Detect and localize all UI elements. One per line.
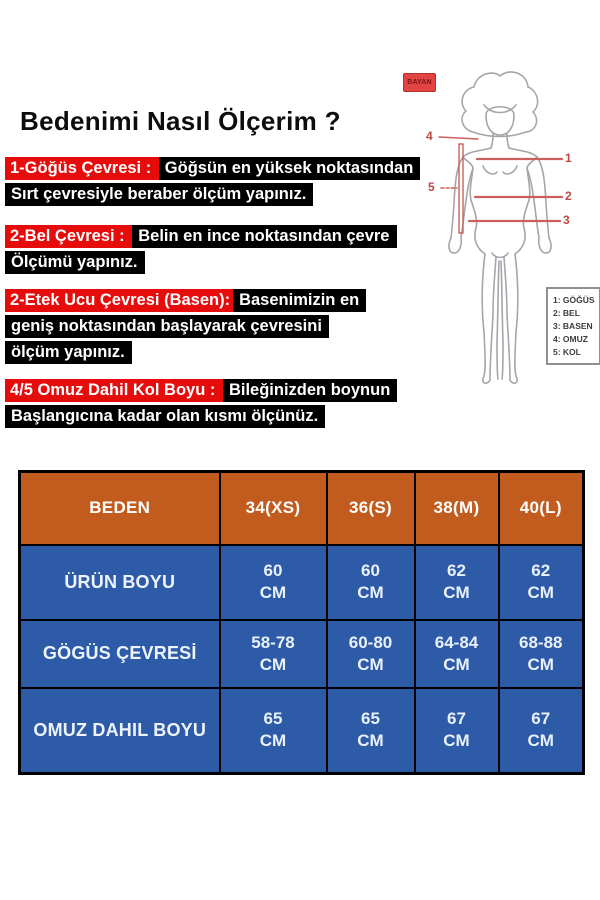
marker-5-kol: 5 <box>428 180 435 194</box>
cell-unit: CM <box>527 731 554 751</box>
column-header-38m: 38(M) <box>415 472 499 545</box>
instruction-label: 4/5 Omuz Dahil Kol Boyu : <box>5 379 223 402</box>
marker-2-bel: 2 <box>565 189 572 203</box>
table-cell <box>220 620 327 688</box>
cell-unit: CM <box>357 731 384 751</box>
instruction-etek-ucu-cevresi <box>5 289 366 367</box>
table-cell <box>220 688 327 774</box>
cell-unit: CM <box>259 654 287 674</box>
instruction-line <box>5 251 145 274</box>
instruction-line <box>5 315 329 338</box>
cell-value: 62 <box>447 561 466 580</box>
column-header-34xs: 34(XS) <box>220 472 327 545</box>
instruction-text: Göğsün en yüksek noktasından <box>159 157 420 180</box>
table-cell <box>415 620 499 688</box>
legend-item: 2: BEL <box>553 308 580 318</box>
cell-unit: CM <box>527 583 554 602</box>
page-title: Bedenimi Nasıl Ölçerim ? <box>20 106 341 136</box>
cell-value: 65 <box>361 709 380 729</box>
measurement-legend <box>546 287 600 365</box>
instruction-text: Bileğinizden boynun <box>223 379 397 402</box>
instruction-text: Sırt çevresiyle beraber ölçüm yapınız. <box>5 183 313 206</box>
legend-item: 4: OMUZ <box>553 334 588 344</box>
instruction-label: 2-Etek Ucu Çevresi (Basen): <box>5 289 233 312</box>
cell-unit: CM <box>357 654 384 674</box>
instruction-line <box>5 289 366 312</box>
cell-value: 58-78 <box>251 632 295 652</box>
instruction-line <box>5 341 132 364</box>
cell-unit: CM <box>259 583 287 602</box>
table-cell <box>415 545 499 620</box>
cell-value: 68-88 <box>519 632 563 652</box>
table-cell <box>499 688 584 774</box>
table-row-omuz-dahil-boyu <box>20 688 584 774</box>
row-label: ÜRÜN BOYU <box>20 545 220 620</box>
cell-value: 60 <box>263 561 283 580</box>
instruction-label: 2-Bel Çevresi : <box>5 225 132 248</box>
column-header-36s: 36(S) <box>327 472 415 545</box>
instruction-text: Ölçümü yapınız. <box>5 251 145 274</box>
table-cell <box>415 688 499 774</box>
measurement-lines <box>439 137 562 233</box>
marker-4-omuz: 4 <box>426 129 433 143</box>
table-cell <box>327 620 415 688</box>
table-cell <box>499 620 584 688</box>
legend-item: 1: GÖĞÜS <box>553 295 595 305</box>
cell-value: 60 <box>361 561 380 580</box>
cell-unit: CM <box>443 731 470 751</box>
gender-badge: BAYAN <box>403 73 436 92</box>
table-row-urun-boyu <box>20 545 584 620</box>
instruction-text: geniş noktasından başlayarak çevresini <box>5 315 329 338</box>
legend-item: 3: BASEN <box>553 321 593 331</box>
marker-1-gogus: 1 <box>565 151 572 165</box>
cell-unit: CM <box>527 654 554 674</box>
cell-value: 60-80 <box>348 632 393 652</box>
legend-item: 5: KOL <box>553 347 581 357</box>
instruction-line <box>5 379 397 402</box>
size-table <box>18 470 585 775</box>
instruction-text: ölçüm yapınız. <box>5 341 132 364</box>
table-cell <box>220 545 327 620</box>
row-label: GÖGÜS ÇEVRESİ <box>20 620 220 688</box>
table-cell <box>327 688 415 774</box>
table-cell <box>327 545 415 620</box>
instruction-line <box>5 225 397 248</box>
row-label: OMUZ DAHIL BOYU <box>20 688 220 774</box>
marker-3-basen: 3 <box>563 213 570 227</box>
instruction-line <box>5 157 420 180</box>
cell-value: 67 <box>531 709 551 729</box>
column-header-40l: 40(L) <box>499 472 584 545</box>
cell-value: 65 <box>263 709 283 729</box>
cell-unit: CM <box>357 583 384 602</box>
table-row-gogus-cevresi <box>20 620 584 688</box>
instruction-text: Belin en ince noktasından çevre <box>132 225 396 248</box>
instruction-bel-cevresi <box>5 225 397 277</box>
cell-value: 64-84 <box>434 632 479 652</box>
table-cell <box>499 545 584 620</box>
cell-unit: CM <box>443 583 470 602</box>
instruction-label: 1-Göğüs Çevresi : <box>5 157 159 180</box>
instruction-omuz-dahil-kol-boyu <box>5 379 397 431</box>
cell-unit: CM <box>443 654 470 674</box>
instruction-line <box>5 183 313 206</box>
instruction-gogus-cevresi <box>5 157 420 209</box>
cell-value: 62 <box>531 561 551 580</box>
instruction-line <box>5 405 325 428</box>
size-table-header-row <box>20 472 584 545</box>
figure-outline <box>449 72 551 383</box>
instruction-text: Basenimizin en <box>233 289 366 312</box>
measurement-diagram <box>395 60 600 390</box>
instruction-text: Başlangıcına kadar olan kısmı ölçünüz. <box>5 405 325 428</box>
column-header-beden: BEDEN <box>20 472 220 545</box>
cell-value: 67 <box>447 709 466 729</box>
cell-unit: CM <box>259 731 287 751</box>
